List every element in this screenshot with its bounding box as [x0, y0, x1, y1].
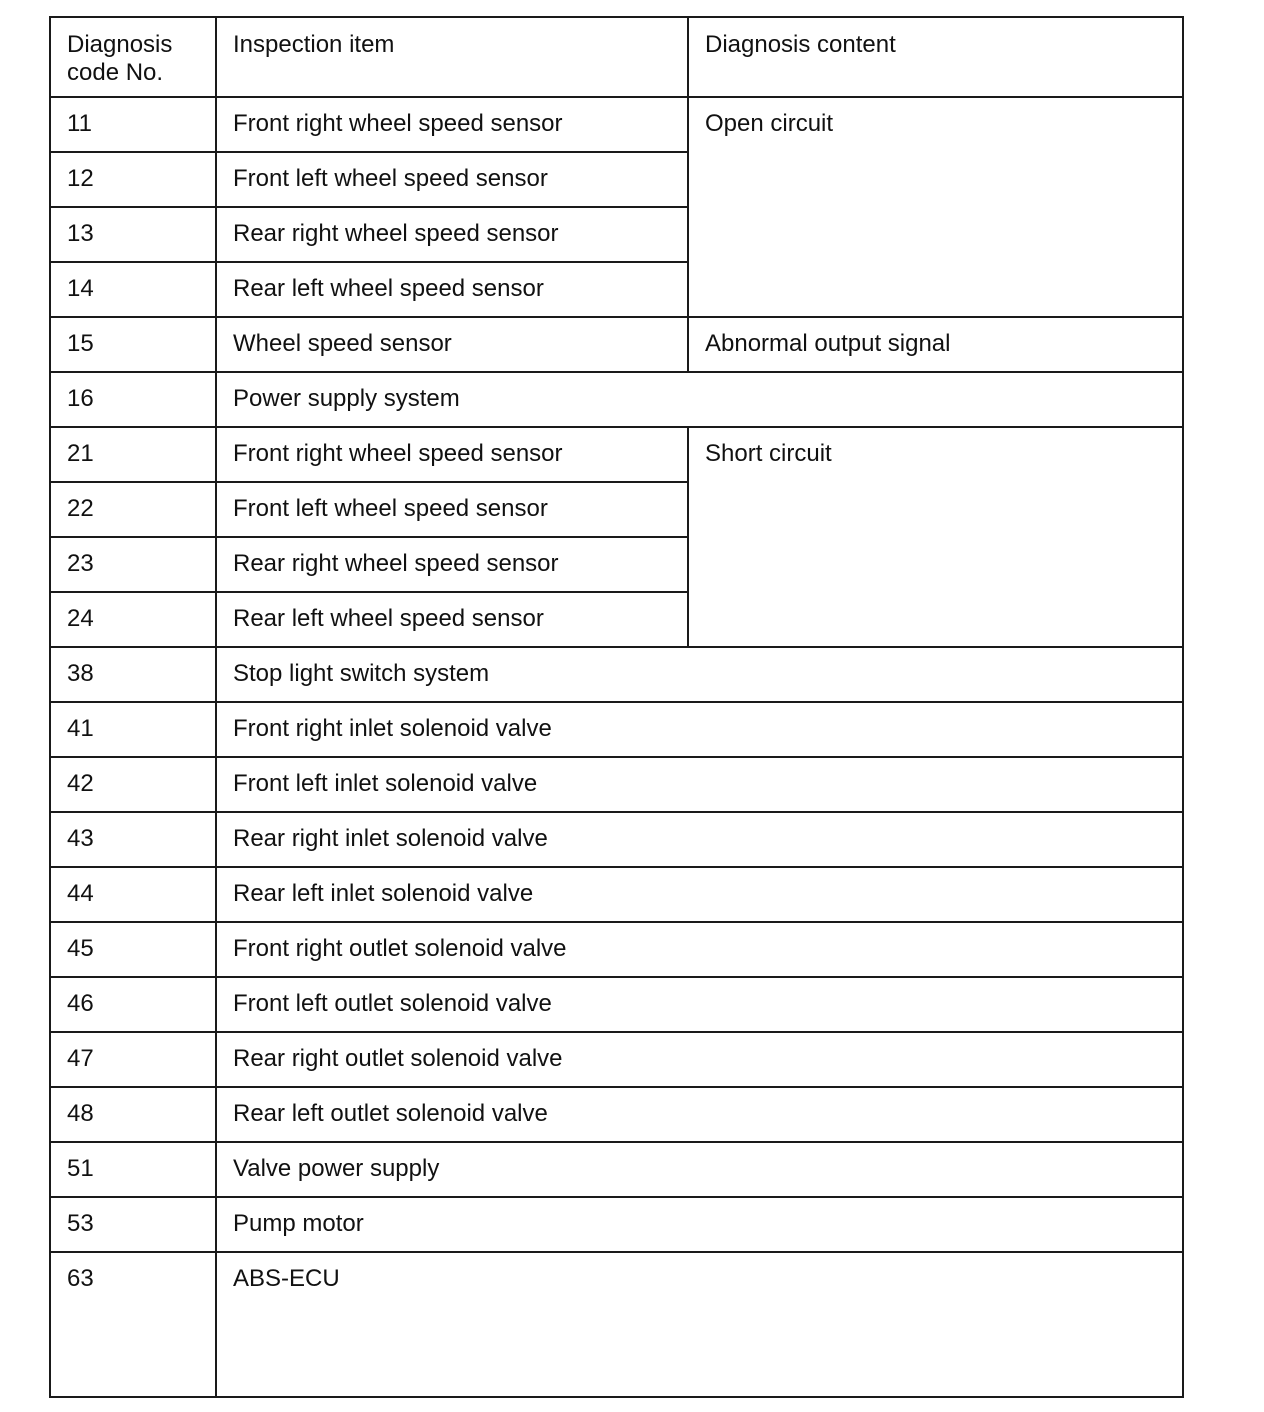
item-cell: Rear right outlet solenoid valve — [216, 1032, 1183, 1087]
code-cell: 45 — [50, 922, 216, 977]
table-row — [50, 427, 1183, 482]
item-cell: Valve power supply — [216, 1142, 1183, 1197]
table-row — [50, 977, 1183, 1032]
code-cell: 47 — [50, 1032, 216, 1087]
header-diagnosis-content: Diagnosis content — [688, 17, 1183, 97]
item-cell: Front left wheel speed sensor — [216, 482, 688, 537]
item-cell: Front left outlet solenoid valve — [216, 977, 1183, 1032]
code-cell: 41 — [50, 702, 216, 757]
table-row — [50, 757, 1183, 812]
item-cell: Front left wheel speed sensor — [216, 152, 688, 207]
item-cell: Power supply system — [216, 372, 1183, 427]
code-cell: 43 — [50, 812, 216, 867]
code-cell: 21 — [50, 427, 216, 482]
item-cell: Rear right wheel speed sensor — [216, 207, 688, 262]
item-cell: Rear right inlet solenoid valve — [216, 812, 1183, 867]
table-header-row — [50, 17, 1183, 97]
table-row — [50, 97, 1183, 152]
table-row — [50, 867, 1183, 922]
item-cell: Front right wheel speed sensor — [216, 427, 688, 482]
code-cell: 44 — [50, 867, 216, 922]
item-cell: Rear right wheel speed sensor — [216, 537, 688, 592]
code-cell: 16 — [50, 372, 216, 427]
item-cell: Wheel speed sensor — [216, 317, 688, 372]
code-cell: 22 — [50, 482, 216, 537]
code-cell: 46 — [50, 977, 216, 1032]
table-row — [50, 372, 1183, 427]
item-cell: Front right inlet solenoid valve — [216, 702, 1183, 757]
code-cell: 12 — [50, 152, 216, 207]
item-cell: Rear left outlet solenoid valve — [216, 1087, 1183, 1142]
table-row — [50, 812, 1183, 867]
code-cell: 51 — [50, 1142, 216, 1197]
table-row — [50, 1142, 1183, 1197]
code-cell: 53 — [50, 1197, 216, 1252]
table-row — [50, 1032, 1183, 1087]
item-cell: Rear left wheel speed sensor — [216, 262, 688, 317]
item-cell: Front left inlet solenoid valve — [216, 757, 1183, 812]
table-row — [50, 1087, 1183, 1142]
code-cell: 48 — [50, 1087, 216, 1142]
item-cell: Front right wheel speed sensor — [216, 97, 688, 152]
header-code-line1: Diagnosis — [67, 31, 173, 58]
table-row — [50, 317, 1183, 372]
item-cell: Stop light switch system — [216, 647, 1183, 702]
code-cell: 11 — [50, 97, 216, 152]
table-row — [50, 647, 1183, 702]
table-row — [50, 702, 1183, 757]
code-cell: 38 — [50, 647, 216, 702]
item-cell: Rear left wheel speed sensor — [216, 592, 688, 647]
item-cell: Rear left inlet solenoid valve — [216, 867, 1183, 922]
table-row — [50, 922, 1183, 977]
code-cell: 24 — [50, 592, 216, 647]
item-cell: Front right outlet solenoid valve — [216, 922, 1183, 977]
code-cell: 14 — [50, 262, 216, 317]
code-cell: 42 — [50, 757, 216, 812]
content-cell-abnormal-output: Abnormal output signal — [688, 317, 1183, 372]
table-row — [50, 1197, 1183, 1252]
item-cell: ABS-ECU — [216, 1252, 1183, 1397]
header-code-line2: code No. — [67, 59, 164, 86]
header-inspection-item: Inspection item — [216, 17, 688, 97]
header-diagnosis-code — [50, 17, 216, 97]
code-cell: 15 — [50, 317, 216, 372]
table-row — [50, 1252, 1183, 1397]
code-cell: 23 — [50, 537, 216, 592]
code-cell: 13 — [50, 207, 216, 262]
diagnosis-code-table — [49, 16, 1184, 1398]
item-cell: Pump motor — [216, 1197, 1183, 1252]
content-cell-short-circuit: Short circuit — [688, 427, 1183, 647]
code-cell: 63 — [50, 1252, 216, 1397]
content-cell-open-circuit: Open circuit — [688, 97, 1183, 317]
